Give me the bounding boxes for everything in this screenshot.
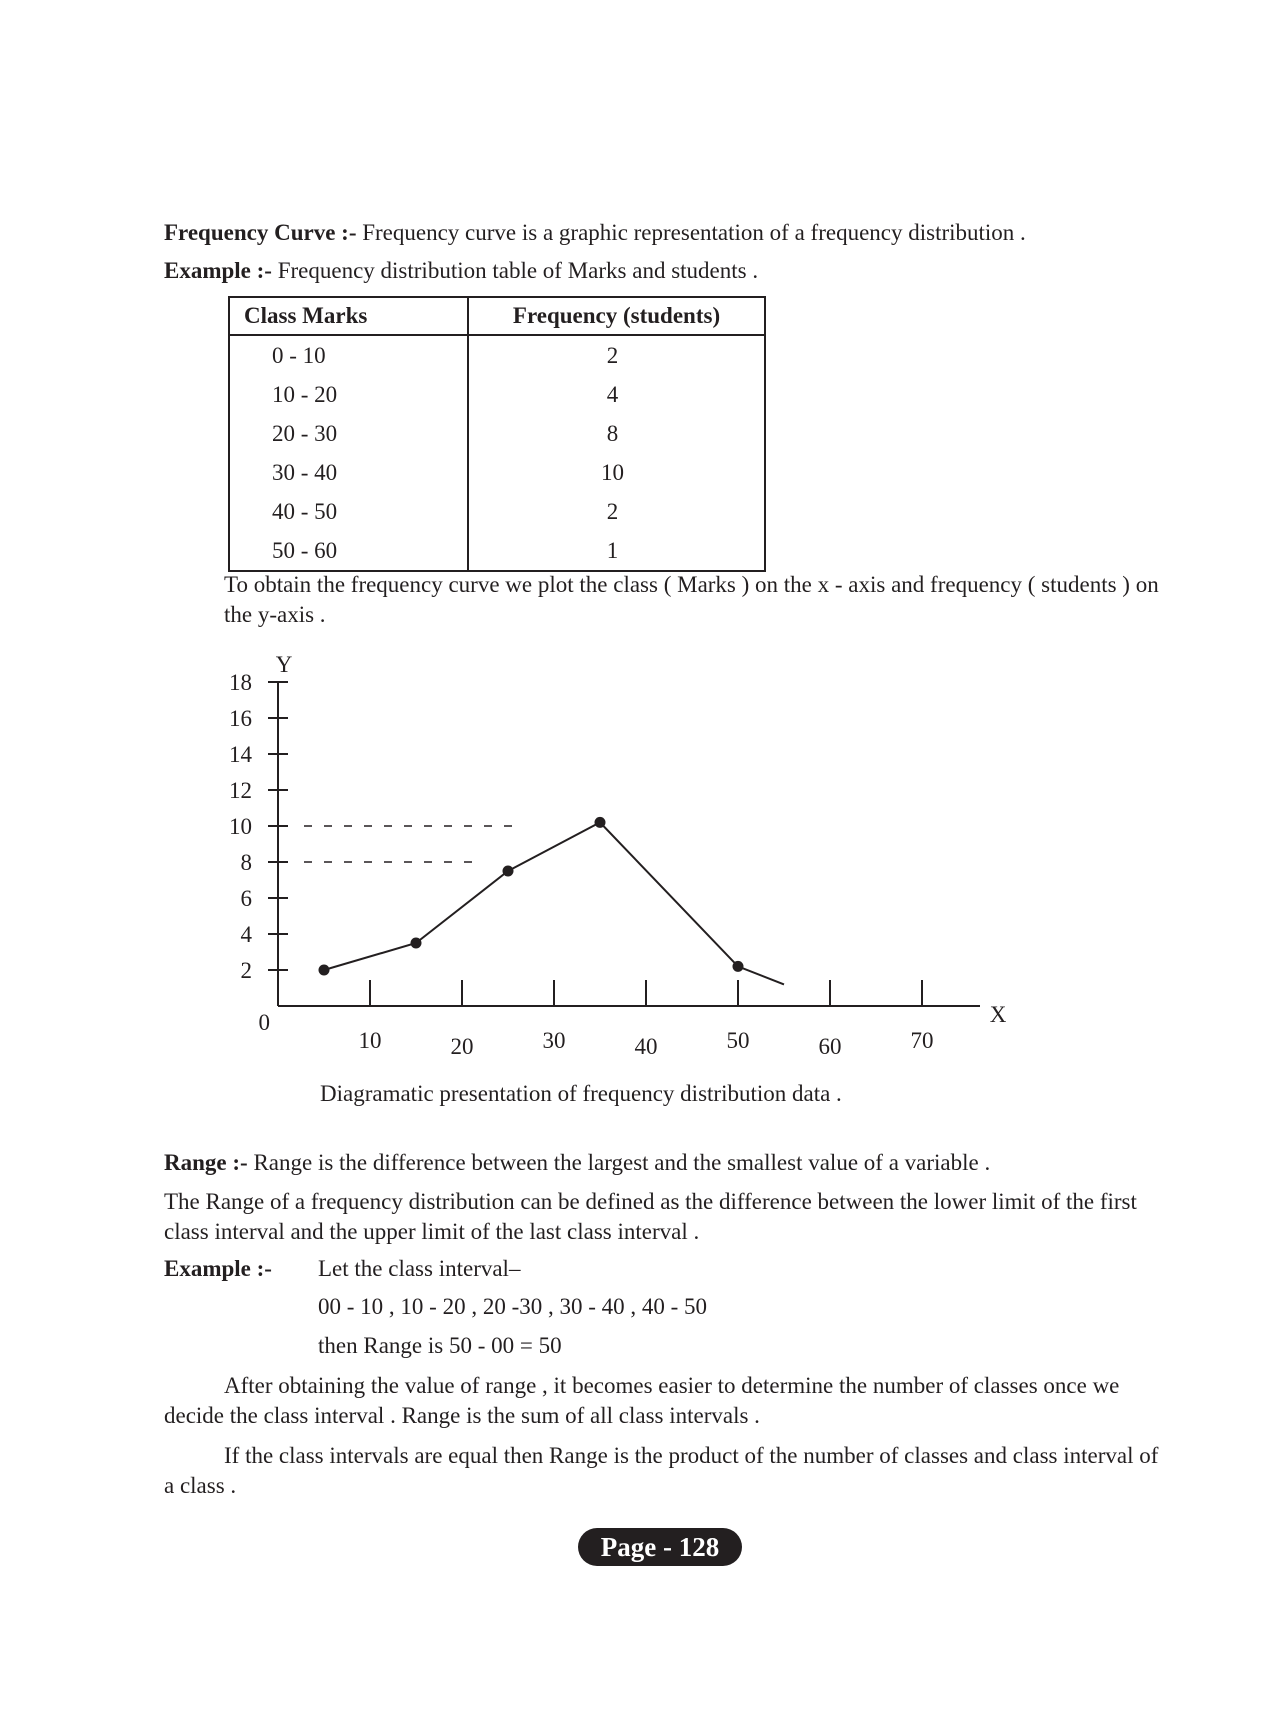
range-para-line1: The Range of a frequency distribution can be defined as the difference between the lower limit of the first xyxy=(164,1189,1137,1214)
range-para-line2: class interval and the upper limit of the last class interval . xyxy=(164,1219,700,1244)
y-tick-label: 2 xyxy=(240,958,252,983)
y-tick-label: 10 xyxy=(229,814,252,839)
x-tick-label: 10 xyxy=(358,1028,382,1053)
equal-paragraph xyxy=(164,1441,1158,1501)
equal-para-line2: a class . xyxy=(164,1473,237,1498)
frequency-cell: 10 xyxy=(468,453,765,492)
frequency-cell: 2 xyxy=(468,492,765,531)
after-paragraph xyxy=(164,1371,1119,1431)
example-term: Example :- xyxy=(164,258,272,283)
x-tick-label: 60 xyxy=(818,1034,842,1059)
after-para-line1: After obtaining the value of range , it becomes easier to determine the number of classes once we xyxy=(224,1373,1120,1398)
y-tick-label: 16 xyxy=(229,706,252,731)
range-term: Range :- xyxy=(164,1150,248,1175)
data-point xyxy=(319,965,330,976)
after-para-line2: decide the class interval . Range is the sum of all class intervals . xyxy=(164,1403,760,1428)
y-tick-label: 18 xyxy=(229,670,252,695)
data-point xyxy=(503,866,514,877)
frequency-curve-term: Frequency Curve :- xyxy=(164,220,357,245)
x-axis-label: X xyxy=(989,1002,1007,1027)
example-text: Frequency distribution table of Marks and students . xyxy=(277,258,759,283)
chart-axes xyxy=(278,682,980,1006)
frequency-cell: 4 xyxy=(468,375,765,414)
frequency-cell: 1 xyxy=(468,531,765,571)
chart-caption: Diagramatic presentation of frequency distribution data . xyxy=(320,1081,842,1106)
example2-line1: Let the class interval– xyxy=(318,1256,521,1281)
class-cell: 50 - 60 xyxy=(229,531,468,571)
class-cell: 20 - 30 xyxy=(229,414,468,453)
class-cell: 0 - 10 xyxy=(229,335,468,375)
class-cell: 30 - 40 xyxy=(229,453,468,492)
plot-note-line1: To obtain the frequency curve we plot the class ( Marks ) on the x - axis and frequency ( students ) on xyxy=(224,572,1159,597)
origin-label: 0 xyxy=(258,1010,270,1035)
y-tick-label: 12 xyxy=(229,778,252,803)
range-definition xyxy=(164,1148,990,1178)
data-point xyxy=(595,817,606,828)
x-tick-label: 40 xyxy=(634,1034,658,1059)
x-tick-label: 50 xyxy=(726,1028,750,1053)
y-tick-label: 4 xyxy=(240,922,252,947)
class-cell: 40 - 50 xyxy=(229,492,468,531)
x-tick-label: 20 xyxy=(450,1034,474,1059)
chart-guide-lines xyxy=(304,826,517,862)
frequency-curve-text: Frequency curve is a graphic representation of a frequency distribution . xyxy=(362,220,1026,245)
y-tick-label: 6 xyxy=(240,886,252,911)
chart-labels xyxy=(229,652,1007,1106)
page-number-badge: Page - 128 xyxy=(578,1528,742,1566)
frequency-cell: 2 xyxy=(468,335,765,375)
class-cell: 10 - 20 xyxy=(229,375,468,414)
header-class-marks: Class Marks xyxy=(229,297,468,335)
chart-ticks xyxy=(268,682,922,1005)
series-line xyxy=(324,822,784,984)
data-point xyxy=(733,961,744,972)
range-text: Range is the difference between the largest and the smallest value of a variable . xyxy=(253,1150,991,1175)
chart-series xyxy=(319,817,785,985)
example2-term: Example :- xyxy=(164,1256,272,1281)
equal-para-line1: If the class intervals are equal then Range is the product of the number of classes and class interval of xyxy=(224,1443,1159,1468)
frequency-cell: 8 xyxy=(468,414,765,453)
y-axis-label: Y xyxy=(275,652,293,677)
range-paragraph xyxy=(164,1187,1137,1247)
y-tick-label: 14 xyxy=(229,742,252,767)
x-tick-label: 30 xyxy=(542,1028,566,1053)
plot-note-line2: the y-axis . xyxy=(224,602,326,627)
y-tick-label: 8 xyxy=(240,850,252,875)
example2-line2: 00 - 10 , 10 - 20 , 20 -30 , 30 - 40 , 40 - 50 xyxy=(318,1294,708,1319)
data-point xyxy=(411,938,422,949)
example2-line3: then Range is 50 - 00 = 50 xyxy=(318,1333,562,1358)
header-frequency: Frequency (students) xyxy=(468,297,765,335)
x-tick-label: 70 xyxy=(910,1028,934,1053)
